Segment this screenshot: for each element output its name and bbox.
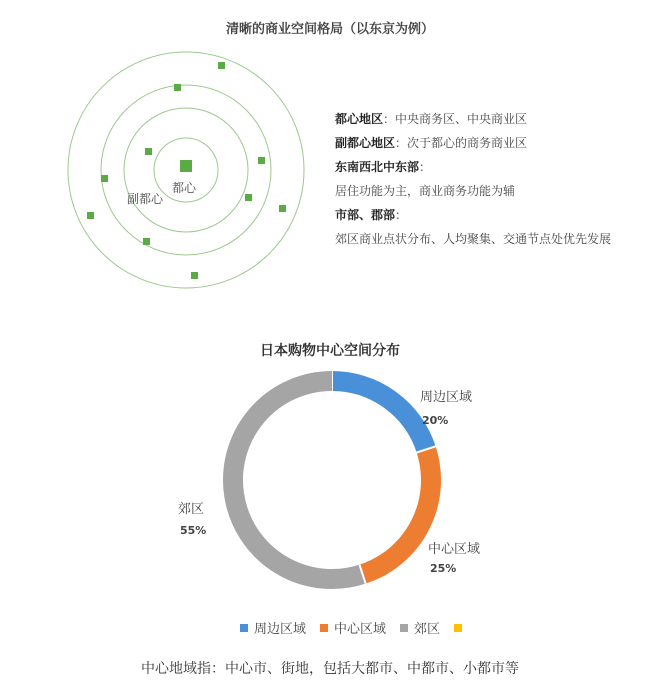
slice-pct-suburb: 55% <box>180 524 207 537</box>
slice-periphery <box>332 381 426 449</box>
node-marker <box>145 148 152 155</box>
legend-line: 都心地区：中央商务区、中央商业区 <box>335 112 528 126</box>
node-marker <box>87 212 94 219</box>
node-marker <box>101 175 108 182</box>
legend-item-periphery <box>240 618 306 637</box>
legend-label: 郊区 <box>414 622 441 637</box>
slice-pct-periphery: 20% <box>422 414 449 427</box>
chart-legend <box>240 618 468 637</box>
legend-line: 居住功能为主，商业商务功能为辅 <box>335 184 516 198</box>
tokyo-structure-diagram <box>0 0 660 320</box>
diagram-title: 清晰的商业空间格局（以东京为例） <box>225 22 434 37</box>
slice-suburb <box>233 381 363 579</box>
donut-chart <box>0 320 660 620</box>
legend-line: 副都心地区：次于都心的商务商业区 <box>335 136 528 150</box>
legend-item-blank <box>454 624 468 632</box>
slice-label-suburb: 郊区 <box>178 502 205 517</box>
node-marker <box>191 272 198 279</box>
legend-item-center <box>320 618 386 637</box>
node-marker <box>279 205 286 212</box>
legend-swatch <box>320 624 328 632</box>
shopping-center-chart <box>0 320 660 685</box>
legend-line: 东南西北中东部： <box>335 160 432 174</box>
legend-label: 周边区域 <box>254 622 307 637</box>
center-marker <box>180 160 192 172</box>
node-marker <box>143 238 150 245</box>
legend-swatch <box>240 624 248 632</box>
node-marker <box>245 194 252 201</box>
legend-label: 中心区域 <box>334 622 387 637</box>
sub-center-label: 副都心 <box>127 192 164 206</box>
slice-pct-center: 25% <box>430 562 457 575</box>
legend-swatch <box>400 624 408 632</box>
legend-line: 市部、郡部： <box>335 208 408 222</box>
center-label: 都心 <box>172 181 197 195</box>
node-marker <box>174 84 181 91</box>
slice-center <box>363 449 431 574</box>
node-marker <box>218 62 225 69</box>
slice-label-center: 中心区域 <box>428 542 481 557</box>
legend-item-suburb <box>400 618 440 637</box>
chart-title: 日本购物中心空间分布 <box>260 343 400 359</box>
node-marker <box>258 157 265 164</box>
legend-line: 郊区商业点状分布、人均聚集、交通节点处优先发展 <box>335 232 612 246</box>
legend-swatch <box>454 624 462 632</box>
slice-label-periphery: 周边区域 <box>420 390 473 405</box>
region-legend <box>335 107 635 251</box>
footnote: 中心地域指：中心市、街地，包括大都市、中都市、小都市等 <box>141 661 519 677</box>
